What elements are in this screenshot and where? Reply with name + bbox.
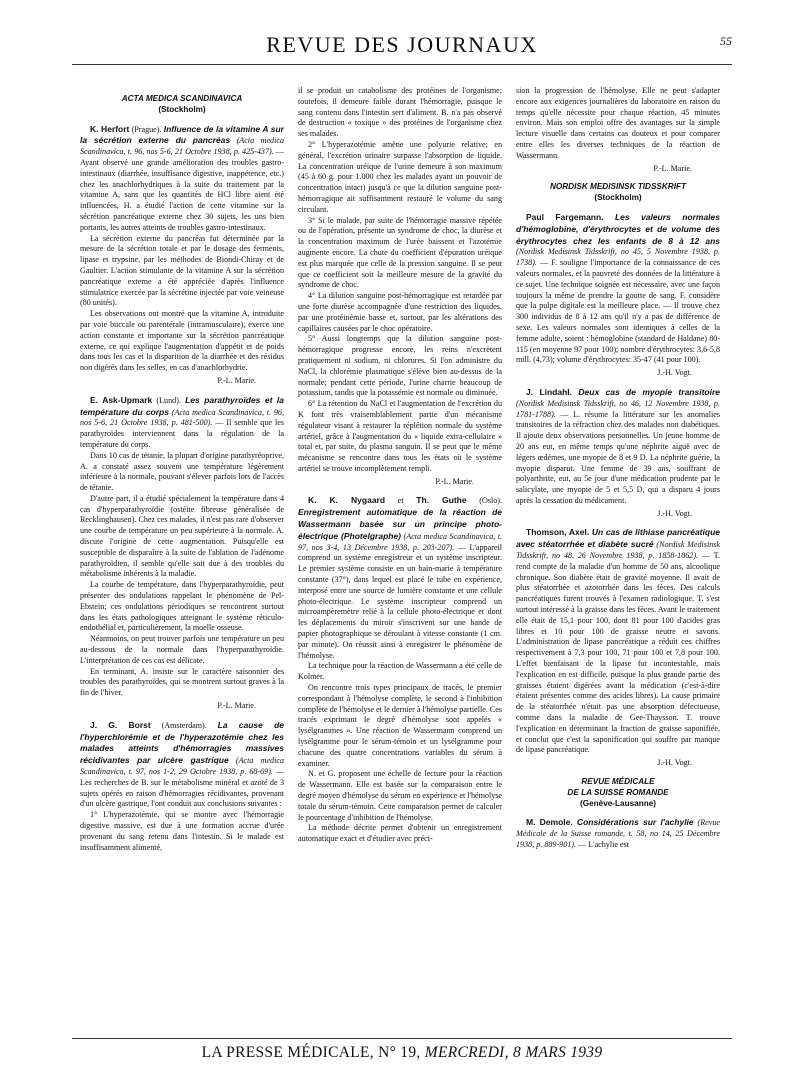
article-paragraph: 4° La dilution sanguine post-hémorragique est retardée par une forte diurèse accompagnée d'une restriction des liquides, par une protéinémie basse et, surtout, par les altérations des capillaires causées par le choc opératoire. bbox=[298, 291, 502, 333]
article-paragraph: La technique pour la réaction de Wassermann a été celle de Kolmer. bbox=[298, 661, 502, 682]
journal-city: (Genève-Lausanne) bbox=[580, 798, 656, 808]
article-paragraph: En terminant, A. insiste sur le caractère saisonnier des troubles des parathyroïdes, qui se montrent surtout graves à la fin de l'hiver. bbox=[80, 666, 284, 698]
article-signature: J.-H. Vogt. bbox=[657, 508, 692, 518]
page-number: 55 bbox=[720, 34, 732, 48]
journal-city: (Stockholm) bbox=[594, 193, 642, 203]
article-borst bbox=[80, 720, 284, 854]
article-author: Thomson, Axel. bbox=[526, 527, 590, 538]
article-paragraph: La méthode décrite permet d'obtenir un enregistrement automatique exact et d'étudier avec préci- bbox=[298, 823, 502, 844]
article-paragraph: D'autre part, il a étudié spécialement la température dans 4 cas d'hyperparathyroïdie (ostéite fibreuse généralisée de Recklinghausen). Chez ces malades, il n'est pas rare d'observer une courbe de température un peu supérieure à la normale. A. discute l'origine de cette augmentation. Puisqu'elle est susceptible de disparaître à la suite de l'ablation de l'adénome parathyroïdien, il semble qu'elle soit due à des troubles du métabolisme inhérents à la maladie. bbox=[80, 493, 284, 579]
article-author: E. Ask-Upmark bbox=[90, 394, 153, 405]
article-text: — L. résume la littérature sur les anomalies transitoires de la réfraction chez des malades non diabétiques. Il ajoute deux observations personnelles. Un jeune homme de 20 ans eut, en même temps qu'une néphrite aiguë avec de légers œdèmes, une myopie de 8 et 9 D. La néphrite guérie, la myopie disparut. Une femme de 39 ans, souffrant de polyarthrite, eut, au 5e jour d'une médication prudente par le salicylate, une myopie de 5 et 5,5 D, qui a disparu 4 jours après la cessation du médicament. bbox=[516, 409, 720, 505]
article-signature: J.-H. Vogt. bbox=[657, 368, 692, 378]
article-paragraph: Dans 10 cas de tétanie, la plupart d'origine parathyréoprive, A. a constaté assez souvent une température légèrement inférieure à la normale, pouvant s'élever parfois lors de l'accès de tétanie. bbox=[80, 450, 284, 493]
article-author: K. Herfort bbox=[90, 123, 130, 134]
footer-rule bbox=[72, 1038, 732, 1039]
article-text: — L'achylie est bbox=[576, 840, 629, 849]
article-title: La cause de l'hyperchlorémie et de l'hyperazotémie chez les malades atteints d'hémorragies massives récidivantes par ulcère gastrique bbox=[80, 719, 284, 766]
article-reference: (Revue Médicale de la Suisse romande, t. 58, no 14, 25 Décembre 1938, p. 889-901). bbox=[516, 818, 720, 849]
author-location: (Amsterdam). bbox=[150, 720, 218, 730]
article-reference: (Acta medica Scandinavica, t. 97, nos 3-4, 13 Décembre 1938, p. 203-207). bbox=[298, 531, 502, 552]
article-paragraph: La sécrétion externe du pancréas fut déterminée par la mesure de la sécrétion totale et par le dosage des ferments, lipase et trypsine, par les méthodes de Biondi-Chiray et de Gaultier. L'action stimulante de la vitamine A sur la sécrétion pancréatique externe a été appréciée d'après l'influence stimulatrice exercée par la sécrétine injectée par voie veineuse (80 unités). bbox=[80, 233, 284, 308]
article-text: — Il semble que les parathyroïdes interviennent dans la régulation de la température du corps. bbox=[80, 418, 284, 449]
article-borst-continued bbox=[298, 86, 502, 487]
article-paragraph: sion la progression de l'hémolyse. Elle ne peut s'adapter encore aux exigences journalières du laboratoire en raison du temps qu'elle nécessite pour chaque réaction, 45 minutes environ. Mais son emploi offre des avantages sur la simple lecture visuelle dans certains cas douteux et pour comparer entre elles les diverses techniques de la réaction de Wassermann. bbox=[516, 86, 720, 160]
article-paragraph: 6° La rétention du NaCl et l'augmentation de l'excrétion du K font très vraisemblablement partie d'un mécanisme régulateur visant à restaurer la réplétion normale du système artériel, grâce à l'augmentation du « liquide extra-cellulaire » total et, par suite, du plasma sanguin. Il se peut que le même mécanisme se rencontre dans tous les états où le système artériel se trouve incomplètement rempli. bbox=[298, 399, 502, 473]
article-signature: P.-L. Marie. bbox=[435, 476, 474, 486]
article-coauthor: Th. Guthe bbox=[416, 495, 467, 506]
article-nygaard-continued bbox=[516, 86, 720, 174]
article-title: Influence de la vitamine A sur la sécrétion externe du pancréas bbox=[80, 123, 284, 146]
journal-heading-line2: DE LA SUISSE ROMANDE bbox=[567, 787, 669, 797]
article-author: Paul Fargemann. bbox=[526, 211, 604, 222]
article-title: Considérations sur l'achylie bbox=[572, 817, 694, 828]
column-3 bbox=[516, 86, 720, 851]
article-nygaard-guthe bbox=[298, 495, 502, 845]
article-paragraph: On rencontre trois types principaux de tracés, le premier correspondant à l'hémolyse complète, le second à l'inhibition complète de l'hémolyse et le dernier à l'hémolyse partielle. Ces tracés exprimant le degré d'hémolyse sont appelés « lysélgrammes ». Une réaction de Wassermann comprend un lysélgramme pour le sérum-témoin et un lysélgramme pour chacune des quatre concentrations variables du sérum à examiner. bbox=[298, 683, 502, 768]
article-reference: (Acta medica Scandinavica, t. 96, nos 5-6, 21 Octobre 1938, p. 425-437). bbox=[80, 136, 284, 157]
page-header bbox=[72, 30, 732, 62]
article-title: Un cas de lithiase pancréatique avec stéatorrhée et diabète sucré bbox=[516, 527, 720, 550]
author-location: (Lund). bbox=[152, 395, 186, 405]
page-footer bbox=[72, 1044, 732, 1062]
article-demole bbox=[516, 817, 720, 850]
article-signature: P.-L. Marie. bbox=[217, 701, 256, 711]
article-paragraph: 3° Si le malade, par suite de l'hémorragie massive répétée ou de l'opération, présente un syndrome de choc, la diurèse et la concentration maximum de l'urée baissent et l'azotémie augmente encore. La chute du coefficient d'épuration uréique est plus marquée que celle de la pression sanguine. Il se peut que ce coefficient soit la meilleure mesure de la gravité du syndrome de choc. bbox=[298, 215, 502, 290]
article-thomson bbox=[516, 527, 720, 769]
article-fargemann bbox=[516, 212, 720, 379]
article-reference: (Nordisk Medisinsk Tidsskrift, no 46, 12 Novembre 1938, p. 1781-1788). bbox=[516, 398, 720, 419]
article-reference: (Nordisk Medisinsk Tidsskrift, no 48, 26 Novembre 1938, p. 1858-1862). bbox=[516, 540, 720, 561]
journal-city: (Stockholm) bbox=[158, 104, 206, 114]
article-reference: (Acta medica Scandinavica, t. 96, nos 5-6, 21 Octobre 1938, p. 481-500). bbox=[80, 407, 284, 428]
journal-heading: REVUE MÉDICALE bbox=[581, 777, 655, 787]
article-paragraph: La courbe de température, dans l'hyperparathyroïdie, peut présenter des ondulations rappelant le phénomène de Pel-Ebstein; ces ondulations périodiques se rencontrent surtout dans les états pathologiques atteignant le système réticulo-endothélial et, particulièrement, la moelle osseuse. bbox=[80, 580, 284, 633]
issue-date: MERCREDI, 8 MARS 1939 bbox=[424, 1044, 603, 1061]
article-paragraph: il se produit un catabolisme des protéines de l'organisme; toutefois, il demeure faible durant l'hémorragie, puisque le sang contenu dans l'intestin sert d'aliment. B. n'a pas observé de destruction « toxique » des protéines de l'organisme chez ses malades. bbox=[298, 86, 502, 139]
article-text: — Les recherches de B. sur le métabolisme minéral et azoté de 3 sujets opérés en raison d'hémorragies récidivantes, provenant d'un ulcère gastrique, l'ont conduit aux conclusions suivantes : bbox=[80, 767, 284, 809]
article-title: Deux cas de myopie transitoire bbox=[572, 386, 720, 397]
running-title: REVUE DES JOURNAUX bbox=[266, 32, 538, 57]
header-rule bbox=[72, 64, 732, 65]
author-location: (Oslo). bbox=[466, 496, 502, 506]
article-paragraph: N. et G. proposent une échelle de lecture pour la réaction de Wassermann. Elle est basée sur la comparaison entre le degré moyen d'hémolyse du sérum en expérience et l'hémolyse totale du sérum-témoin. Cette comparaison permet de calculer le pourcentage d'inhibition de l'hémolyse. bbox=[298, 769, 502, 822]
article-text: — Ayant observé une grande amélioration des troubles gastro-intestinaux (diarrhée, insuffisance digestive, inappétence, etc.) chez les anachlorhydriques à la suite du traitement par la vitamine A, sans que les quantités de HCl libre aient été influencées, H. a étudié l'action de cette vitamine sur la sécrétion pancréatique externe chez 30 sujets, les uns bien portants, les autres atteints de troubles gastro-intestinaux. bbox=[80, 147, 284, 232]
article-author: K. K. Nygaard bbox=[308, 495, 386, 506]
article-title: Les parathyroïdes et la température du corps bbox=[80, 394, 285, 417]
article-author: M. Demole. bbox=[526, 817, 573, 828]
article-signature: P.-L. Marie. bbox=[217, 375, 256, 385]
article-paragraph: Néanmoins, on peut trouver parfois une température un peu au-dessous de la normale dans l'hyperparathyroïdie. L'interprétation de ces cas est délicate. bbox=[80, 634, 284, 665]
author-connector: et bbox=[385, 496, 417, 506]
journal-heading: ACTA MEDICA SCANDINAVICA bbox=[121, 94, 243, 103]
article-text: — L'appareil comprend un système enregistreur et un système inscripteur. Le premier système consiste en un bain-marie à température constante (37°), dans lequel est placé le tube en expérience, interposé entre une source de lumière constante et une cellule photo-électrique. Le système inscripteur comprend un microampèremètre relié à la cellule photo-électrique et dont les déplacements du miroir s'inscrivent sur une bande de papier photographique se déroulant à vitesse constante (1 cm. par minute). On réussit ainsi à enregistrer le phénomène de l'hémolyse. bbox=[298, 542, 502, 660]
article-reference: (Nordisk Medisinsk Tidsskrift, no 45, 5 Novembre 1938, p. 1738). bbox=[516, 247, 720, 268]
article-author: J. G. Borst bbox=[90, 719, 151, 730]
article-herfort bbox=[80, 124, 284, 387]
article-ask-upmark bbox=[80, 395, 284, 712]
journal-heading: NORDISK MEDISINSK TIDSSKRIFT bbox=[549, 182, 686, 192]
article-author: J. Lindahl. bbox=[526, 386, 573, 397]
article-lindahl bbox=[516, 387, 720, 520]
article-text: — T. rend compte de la maladie d'un homme de 50 ans, alcoolique chronique. Son diabète était de gravité moyenne. Il avait de plus stéatorrhée et azotorrhée dans les fèces. Des calculs pancréatiques furent trouvés à l'examen radiologique. T. s'est surtout intéressé à la graisse dans les fèces. Avant le traitement elle était de 15,1 pour 100, dont 81 pour 100 d'acides gras libres et 10 pour 100 de graisse neutre et savons. L'administration de lipase pancréatique a réduit ces chiffres respectivement à 7,3 pour 100, 71 pour 100 et 7,8 pour 100. L'effet bienfaisant de la lipase fut incontestable, mais l'explication en est difficile, puisque la plus grande partie des graisses étaient digérées avant la médication (c'est-à-dire étaient présentes comme des acides libres). La cause primaire de la stéatorrhée n'était pas une absorption défectueuse, comme dans la maladie de Gee-Thaysson. T. trouve l'explication en déterminant la fraction de graisse saponifiée, et conclut que c'est la saponification qui souffre par manque de lipase pancréatique. bbox=[516, 551, 720, 755]
article-signature: P.-L. Marie. bbox=[653, 163, 692, 173]
column-2 bbox=[298, 86, 502, 845]
article-title: Enregistrement automatique de la réaction de Wassermann basée sur un principe photo-électrique (Photelgraphe) bbox=[298, 507, 502, 541]
article-paragraph: 5° Aussi longtemps que la dilution sanguine post-hémorragique progresse encore, les reins n'excrètent pratiquement ni sodium, ni chlorures. Si l'on administre du NaCl, la chlorémie plasmatique s'élève bien au-dessus de la normale; pendant cette période, l'urine charrie beaucoup de potassium, tandis que la potassémie est normale ou diminuée. bbox=[298, 334, 502, 398]
article-paragraph: Les observations ont montré que la vitamine A, introduite par voie buccale ou parentérale (intramusculaire), exerce une action constante et importante sur la sécrétion pancréatique externe, ce qui explique l'augmentation d'appétit et de poids dans tous les cas et la disparition de la diarrhée et des résidus non digérés dans les selles, en cas d'anachlorhydrie. bbox=[80, 309, 284, 373]
article-reference: (Acta medica Scandinavica, t. 97, nos 1-2, 29 Octobre 1938, p. 68-69). bbox=[80, 756, 284, 777]
issue-number: N° 19, bbox=[378, 1044, 421, 1061]
column-1 bbox=[80, 86, 284, 853]
article-title: Les valeurs normales d'hémoglobine, d'érythrocytes et de volume des érythrocytes chez les enfants de 8 à 12 ans bbox=[516, 211, 720, 246]
publication-name: LA PRESSE MÉDICALE, bbox=[201, 1044, 374, 1061]
author-location: (Prague). bbox=[129, 124, 164, 134]
article-paragraph: 2° L'hyperazotémie amène une polyurie relative; en général, l'excrétion urinaire surpasse l'absorption de liquide. La concentration uréique de l'urine demeure à son maximum (45 à 60 g. pour 1.000 chez les malades ayant un pouvoir de concentration intact) jusqu'à ce que la dilution sanguine post-hémorragique ait suffisamment restauré le volume du sang circulant. bbox=[298, 139, 502, 214]
article-signature: J.-H. Vogt. bbox=[657, 758, 692, 768]
article-paragraph: 1° L'hyperazotémie, qui se montre avec l'hémorragie digestive massive, est due à une formation accrue d'urée provenant du sang retenu dans l'intestin. Si le malade est insuffisamment alimenté, bbox=[80, 810, 284, 852]
article-text: — F. souligne l'importance de la connaissance de ces valeurs normales, et la pauvreté des données de la littérature à ce sujet. Une technique soignée est nécessaire, avec une façon toujours la même de prendre la goutte de sang. F. considère que la pulpe digitale est la meilleure place. — Il trouve chez 300 individus de 8 à 12 ans qu'il n'y a pas de différence de sexe. Les valeurs normales sont identiques à celles de la femme adulte, soient : hémoglobine (standard de Haldane) 80-115 (en moyenne 97 pour 100); nombre d'érythrocytes: 3,6-5,8 mill. (4,73); volume d'érythrocytes: 35-47 (41 pour 100). bbox=[516, 258, 720, 365]
